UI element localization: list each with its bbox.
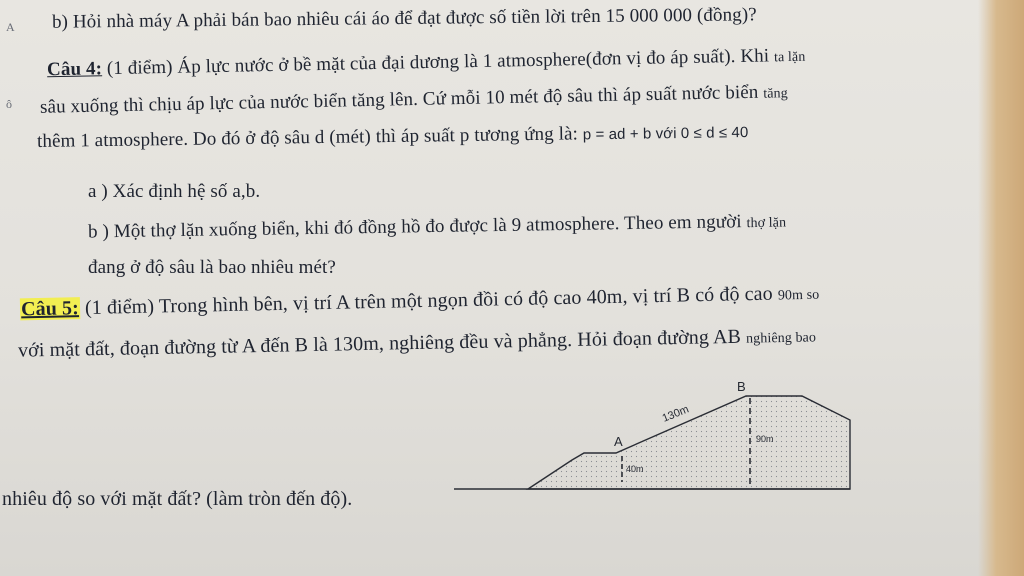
question-4-line-2 (40, 81, 788, 119)
question-5-tail-1: 90m so (777, 287, 820, 304)
point-a-label: A (614, 434, 623, 449)
hill-diagram (440, 370, 860, 500)
question-4a-line (88, 181, 260, 203)
margin-mark-middle: ô (6, 97, 12, 111)
question-5-text-2: với mặt đất, đoạn đường từ A đến B là 130m, nghiêng đều và phẳng. Hỏi đoạn đường AB (17, 325, 747, 362)
question-5-text-3: nhiêu độ so với mặt đất? (làm tròn đến độ). (2, 488, 353, 510)
question-5-label: Câu 5: (20, 297, 80, 321)
question-3b-line (52, 4, 757, 33)
height-b-label: 90m (756, 434, 774, 444)
question-4b-text-2: đang ở độ sâu là bao nhiêu mét? (88, 257, 336, 278)
question-4b-text: b ) Một thợ lặn xuống biển, khi đó đồng hồ đo được là 9 atmosphere. Theo em người (87, 211, 747, 243)
hill-shape (528, 396, 850, 489)
question-5-line-2 (18, 324, 816, 362)
question-4-tail-2: tăng (763, 86, 788, 102)
question-4-line-1 (47, 45, 806, 82)
question-4a-text: a ) Xác định hệ số a,b. (88, 181, 261, 202)
question-5-tail-2: nghiêng bao (745, 330, 817, 347)
question-4-text-1: (1 điểm) Áp lực nước ở bề mặt của đại dương là 1 atmosphere(đơn vị đo áp suất). Khi (101, 45, 775, 80)
question-3b-text: b) Hỏi nhà máy A phải bán bao nhiêu cái áo để đạt được số tiền lời trên 15 000 000 (đồng)? (51, 4, 757, 33)
question-5-line-1 (20, 282, 820, 322)
pressure-formula: p = ad + b với 0 ≤ d ≤ 40 (582, 124, 749, 144)
slope-length-label: 130m (660, 403, 691, 425)
page-edge (978, 0, 1024, 576)
question-4b-tail: thợ lặn (746, 215, 787, 232)
question-4-text-2: sâu xuống thì chịu áp lực của nước biển tăng lên. Cứ mỗi 10 mét độ sâu thì áp suất nước biển (39, 81, 764, 118)
question-4b-line-2 (88, 257, 336, 279)
question-4b-line (88, 211, 786, 244)
question-4-label: Câu 4: (46, 58, 103, 81)
question-4-line-3 (37, 121, 749, 153)
point-b-label: B (737, 379, 746, 394)
margin-mark-top: A (6, 20, 15, 34)
question-5-text-1: (1 điểm) Trong hình bên, vị trí A trên một ngọn đồi có độ cao 40m, vị trí B có độ cao (79, 282, 779, 320)
height-a-label: 40m (626, 464, 644, 474)
question-4-tail-1: ta lặn (773, 49, 806, 66)
question-5-line-3 (2, 488, 352, 511)
question-4-text-3: thêm 1 atmosphere. Do đó ở độ sâu d (mét) thì áp suất p tương ứng là: (36, 123, 583, 152)
